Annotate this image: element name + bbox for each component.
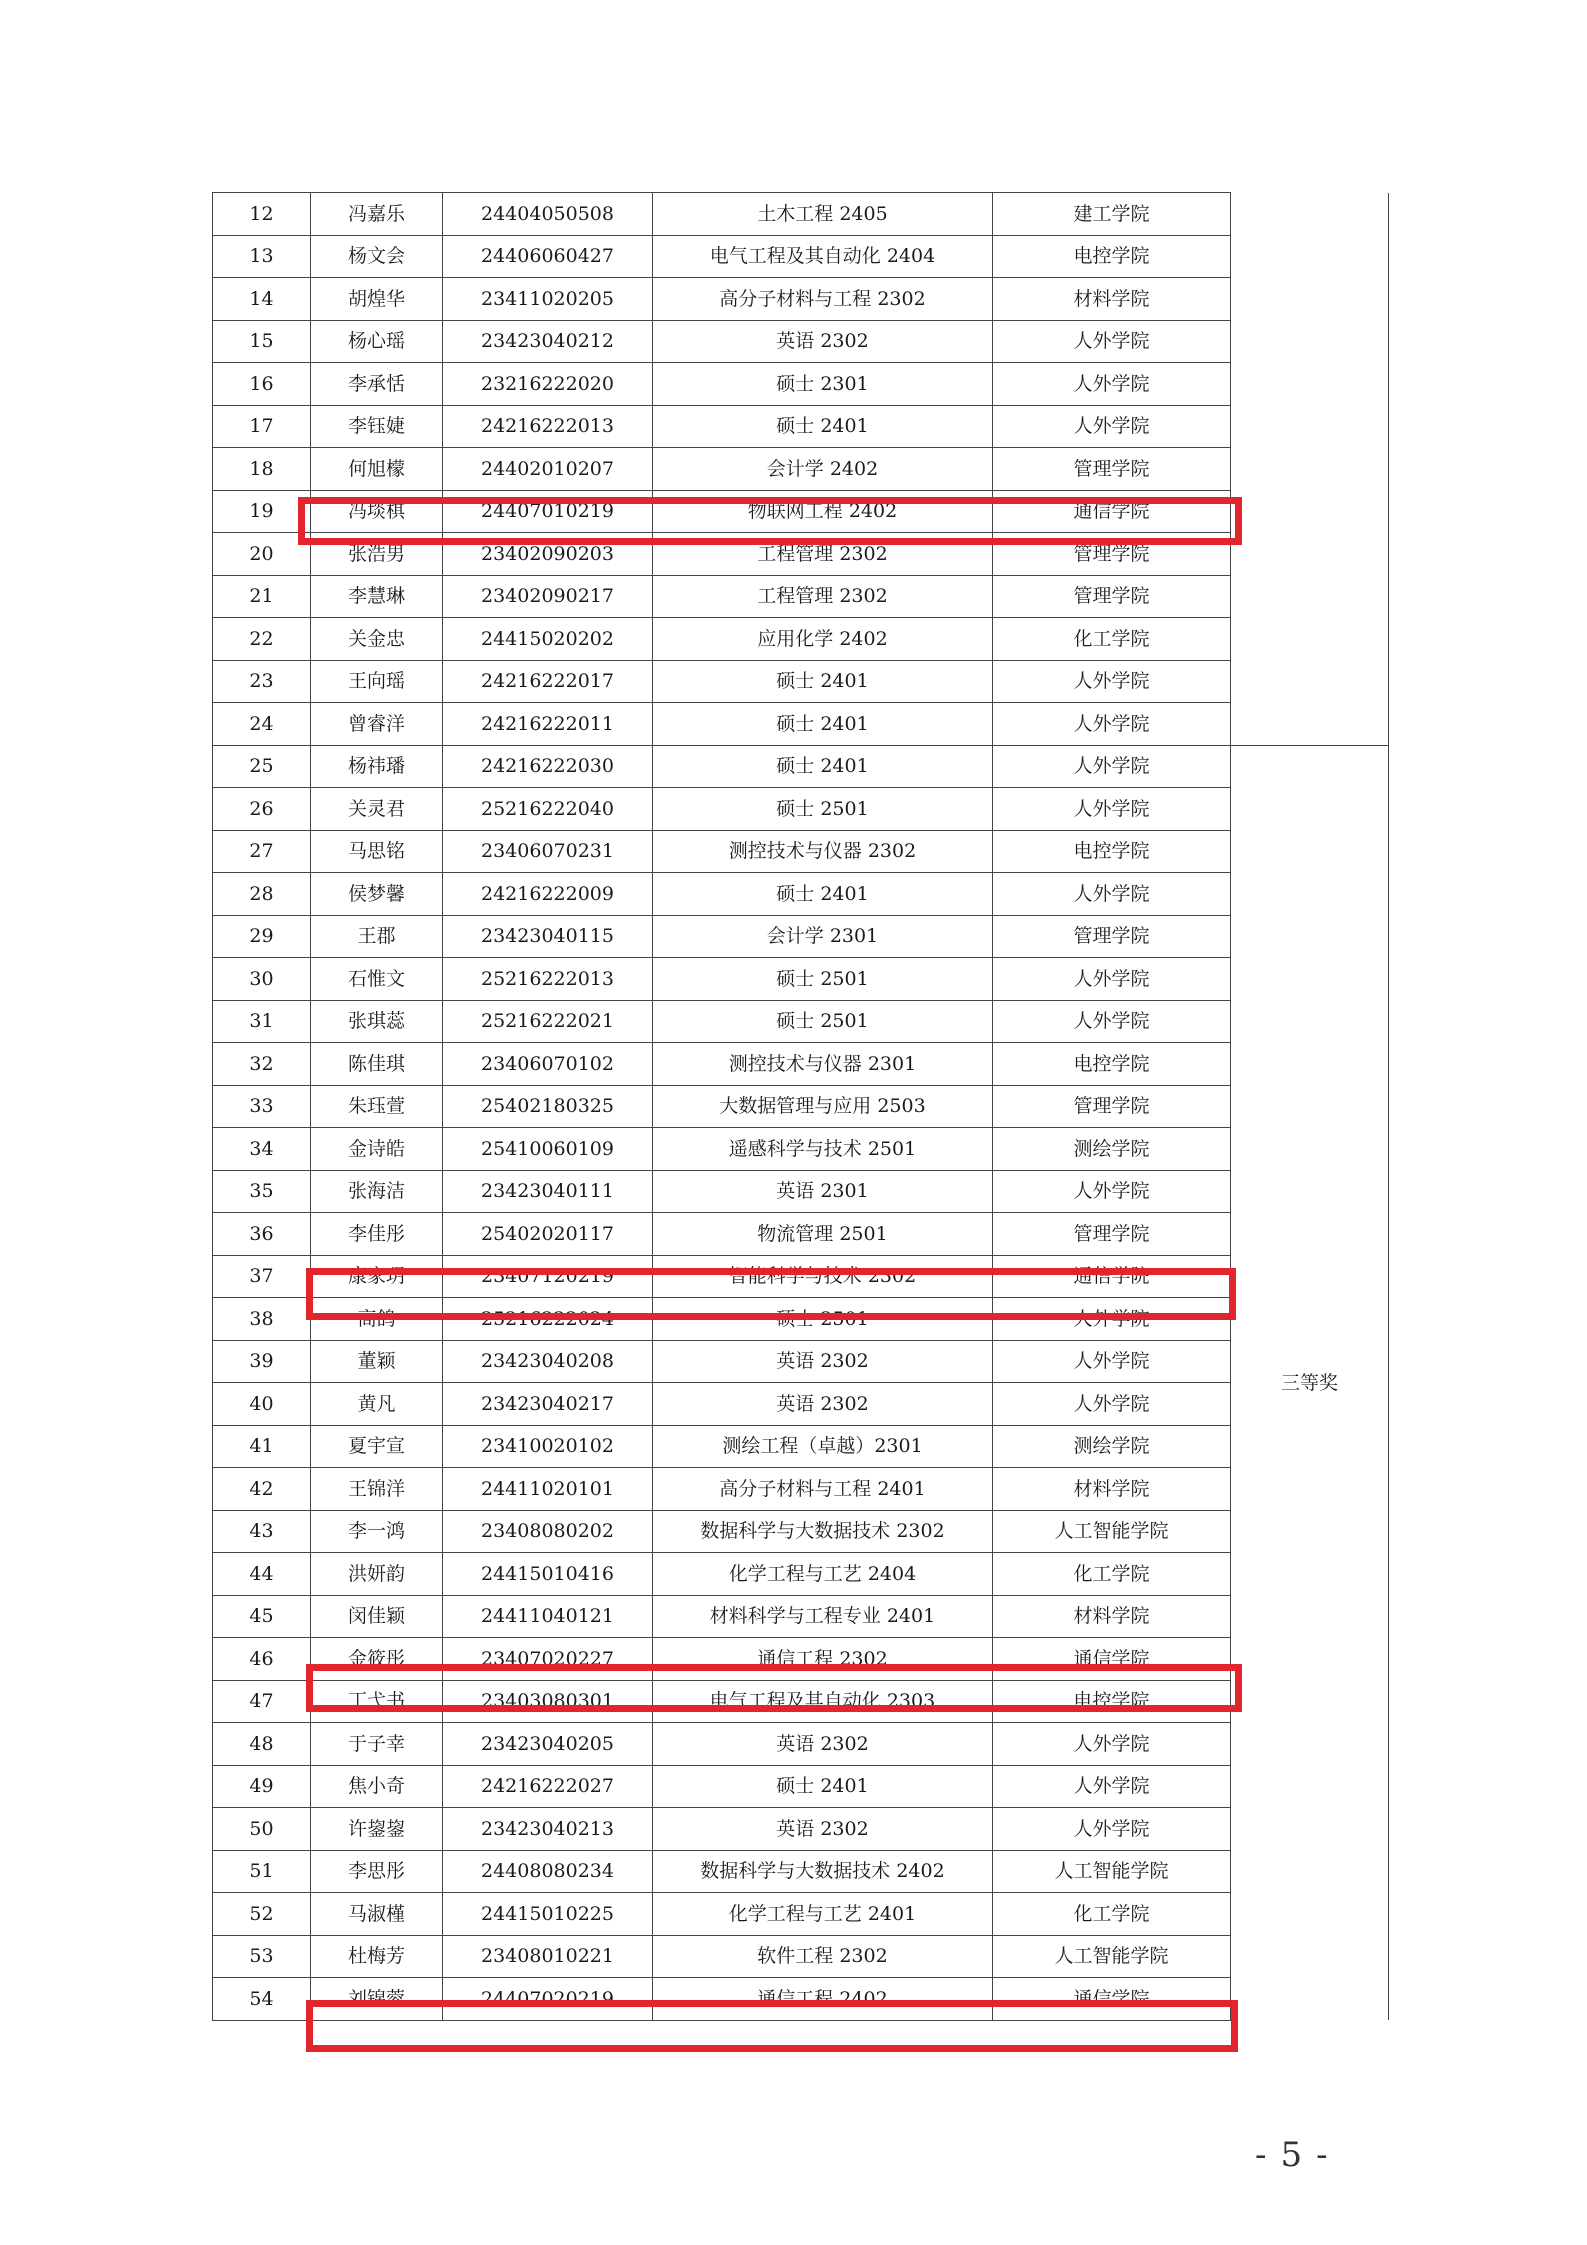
table-row — [213, 1000, 1389, 1043]
school-cell: 人外学院 — [993, 745, 1231, 788]
student-id-cell: 24216222013 — [443, 405, 653, 448]
student-id-cell: 23410020102 — [443, 1425, 653, 1468]
table-row — [213, 1553, 1389, 1596]
class-cell: 英语 2302 — [653, 320, 993, 363]
student-id-cell: 24402010207 — [443, 448, 653, 491]
student-id-cell: 23423040208 — [443, 1340, 653, 1383]
row-number-cell: 21 — [213, 575, 311, 618]
row-number-cell: 24 — [213, 703, 311, 746]
name-cell: 杨心瑶 — [311, 320, 443, 363]
student-id-cell: 23407120219 — [443, 1255, 653, 1298]
row-number-cell: 16 — [213, 363, 311, 406]
class-cell: 化学工程与工艺 2404 — [653, 1553, 993, 1596]
row-number-cell: 40 — [213, 1383, 311, 1426]
name-cell: 李慧琳 — [311, 575, 443, 618]
class-cell: 硕士 2501 — [653, 788, 993, 831]
school-cell: 管理学院 — [993, 1085, 1231, 1128]
row-number-cell: 20 — [213, 533, 311, 576]
table-row — [213, 405, 1389, 448]
row-number-cell: 48 — [213, 1723, 311, 1766]
highlight-box-row-37 — [306, 1268, 1236, 1320]
student-id-cell: 24411040121 — [443, 1595, 653, 1638]
name-cell: 焦小奇 — [311, 1765, 443, 1808]
class-cell: 硕士 2501 — [653, 1000, 993, 1043]
school-cell: 人外学院 — [993, 1000, 1231, 1043]
table-row — [213, 320, 1389, 363]
student-id-cell: 23406070102 — [443, 1043, 653, 1086]
row-number-cell: 27 — [213, 830, 311, 873]
student-id-cell: 23408010221 — [443, 1935, 653, 1978]
school-cell: 建工学院 — [993, 193, 1231, 236]
name-cell: 康家玥 — [311, 1255, 443, 1298]
table-row — [213, 1723, 1389, 1766]
table-row — [213, 235, 1389, 278]
school-cell: 管理学院 — [993, 533, 1231, 576]
student-id-cell: 23403080301 — [443, 1680, 653, 1723]
award-table — [212, 192, 1389, 2021]
table-row — [213, 618, 1389, 661]
class-cell: 通信工程 2402 — [653, 1978, 993, 2021]
class-cell: 高分子材料与工程 2302 — [653, 278, 993, 321]
row-number-cell: 38 — [213, 1298, 311, 1341]
name-cell: 石惟文 — [311, 958, 443, 1001]
student-id-cell: 25216222024 — [443, 1298, 653, 1341]
table-row — [213, 1425, 1389, 1468]
row-number-cell: 13 — [213, 235, 311, 278]
table-row — [213, 1383, 1389, 1426]
class-cell: 硕士 2401 — [653, 873, 993, 916]
table-row — [213, 1213, 1389, 1256]
row-number-cell: 45 — [213, 1595, 311, 1638]
row-number-cell: 37 — [213, 1255, 311, 1298]
table-row — [213, 1893, 1389, 1936]
award-level-cell: 三等奖 — [1231, 745, 1389, 2020]
student-id-cell: 25216222040 — [443, 788, 653, 831]
row-number-cell: 19 — [213, 490, 311, 533]
table-row — [213, 575, 1389, 618]
student-id-cell: 25402180325 — [443, 1085, 653, 1128]
class-cell: 土木工程 2405 — [653, 193, 993, 236]
table-row — [213, 745, 1389, 788]
school-cell: 电控学院 — [993, 1043, 1231, 1086]
school-cell: 材料学院 — [993, 1595, 1231, 1638]
name-cell: 杨祎璠 — [311, 745, 443, 788]
name-cell: 张海洁 — [311, 1170, 443, 1213]
student-id-cell: 24407010219 — [443, 490, 653, 533]
school-cell: 人外学院 — [993, 958, 1231, 1001]
table-row — [213, 1935, 1389, 1978]
school-cell: 人外学院 — [993, 873, 1231, 916]
name-cell: 曾睿洋 — [311, 703, 443, 746]
school-cell: 测绘学院 — [993, 1128, 1231, 1171]
table-row — [213, 915, 1389, 958]
school-cell: 人外学院 — [993, 1765, 1231, 1808]
student-id-cell: 23423040212 — [443, 320, 653, 363]
highlight-box-row-19 — [298, 497, 1242, 545]
class-cell: 硕士 2301 — [653, 363, 993, 406]
name-cell: 刘锦蓉 — [311, 1978, 443, 2021]
school-cell: 人外学院 — [993, 1298, 1231, 1341]
row-number-cell: 28 — [213, 873, 311, 916]
student-id-cell: 25216222013 — [443, 958, 653, 1001]
student-id-cell: 24216222009 — [443, 873, 653, 916]
name-cell: 马淑槿 — [311, 1893, 443, 1936]
row-number-cell: 29 — [213, 915, 311, 958]
row-number-cell: 18 — [213, 448, 311, 491]
row-number-cell: 47 — [213, 1680, 311, 1723]
student-id-cell: 23408080202 — [443, 1510, 653, 1553]
student-id-cell: 23402090203 — [443, 533, 653, 576]
name-cell: 李钰婕 — [311, 405, 443, 448]
name-cell: 张浩男 — [311, 533, 443, 576]
class-cell: 英语 2302 — [653, 1723, 993, 1766]
name-cell: 侯梦馨 — [311, 873, 443, 916]
school-cell: 人工智能学院 — [993, 1935, 1231, 1978]
school-cell: 人外学院 — [993, 788, 1231, 831]
row-number-cell: 41 — [213, 1425, 311, 1468]
school-cell: 人外学院 — [993, 1723, 1231, 1766]
class-cell: 大数据管理与应用 2503 — [653, 1085, 993, 1128]
row-number-cell: 54 — [213, 1978, 311, 2021]
class-cell: 电气工程及其自动化 2404 — [653, 235, 993, 278]
class-cell: 硕士 2401 — [653, 703, 993, 746]
table-row — [213, 1510, 1389, 1553]
school-cell: 通信学院 — [993, 1638, 1231, 1681]
student-id-cell: 24216222027 — [443, 1765, 653, 1808]
name-cell: 朱珏萱 — [311, 1085, 443, 1128]
class-cell: 智能科学与技术 2302 — [653, 1255, 993, 1298]
school-cell: 化工学院 — [993, 1893, 1231, 1936]
class-cell: 数据科学与大数据技术 2302 — [653, 1510, 993, 1553]
class-cell: 硕士 2501 — [653, 1298, 993, 1341]
class-cell: 遥感科学与技术 2501 — [653, 1128, 993, 1171]
name-cell: 李思彤 — [311, 1850, 443, 1893]
student-id-cell: 24216222030 — [443, 745, 653, 788]
school-cell: 管理学院 — [993, 575, 1231, 618]
table-row — [213, 1170, 1389, 1213]
student-id-cell: 24216222011 — [443, 703, 653, 746]
table-row — [213, 193, 1389, 236]
class-cell: 硕士 2401 — [653, 745, 993, 788]
name-cell: 李佳彤 — [311, 1213, 443, 1256]
row-number-cell: 30 — [213, 958, 311, 1001]
class-cell: 数据科学与大数据技术 2402 — [653, 1850, 993, 1893]
class-cell: 物流管理 2501 — [653, 1213, 993, 1256]
row-number-cell: 32 — [213, 1043, 311, 1086]
class-cell: 电气工程及其自动化 2303 — [653, 1680, 993, 1723]
school-cell: 电控学院 — [993, 235, 1231, 278]
name-cell: 张琪蕊 — [311, 1000, 443, 1043]
award-cell-upper — [1231, 193, 1389, 746]
student-id-cell: 24415020202 — [443, 618, 653, 661]
student-id-cell: 24415010225 — [443, 1893, 653, 1936]
name-cell: 夏宇宣 — [311, 1425, 443, 1468]
table-row — [213, 278, 1389, 321]
row-number-cell: 53 — [213, 1935, 311, 1978]
row-number-cell: 42 — [213, 1468, 311, 1511]
name-cell: 于子幸 — [311, 1723, 443, 1766]
row-number-cell: 15 — [213, 320, 311, 363]
table-row — [213, 1340, 1389, 1383]
highlight-box-row-54 — [306, 2000, 1238, 2052]
row-number-cell: 23 — [213, 660, 311, 703]
table-row — [213, 1808, 1389, 1851]
row-number-cell: 46 — [213, 1638, 311, 1681]
row-number-cell: 52 — [213, 1893, 311, 1936]
table-row — [213, 873, 1389, 916]
name-cell: 何旭檬 — [311, 448, 443, 491]
name-cell: 闵佳颖 — [311, 1595, 443, 1638]
school-cell: 化工学院 — [993, 1553, 1231, 1596]
student-id-cell: 23407020227 — [443, 1638, 653, 1681]
row-number-cell: 51 — [213, 1850, 311, 1893]
student-id-cell: 23423040213 — [443, 1808, 653, 1851]
table-row — [213, 788, 1389, 831]
name-cell: 关灵君 — [311, 788, 443, 831]
student-id-cell: 24408080234 — [443, 1850, 653, 1893]
class-cell: 英语 2301 — [653, 1170, 993, 1213]
table-row — [213, 830, 1389, 873]
class-cell: 会计学 2402 — [653, 448, 993, 491]
table-row — [213, 448, 1389, 491]
school-cell: 人工智能学院 — [993, 1850, 1231, 1893]
student-id-cell: 23411020205 — [443, 278, 653, 321]
school-cell: 管理学院 — [993, 448, 1231, 491]
highlight-box-row-46 — [306, 1664, 1242, 1712]
row-number-cell: 31 — [213, 1000, 311, 1043]
student-id-cell: 24406060427 — [443, 235, 653, 278]
class-cell: 英语 2302 — [653, 1808, 993, 1851]
row-number-cell: 35 — [213, 1170, 311, 1213]
class-cell: 硕士 2401 — [653, 1765, 993, 1808]
name-cell: 杨文会 — [311, 235, 443, 278]
row-number-cell: 17 — [213, 405, 311, 448]
student-id-cell: 23423040115 — [443, 915, 653, 958]
name-cell: 丁弋书 — [311, 1680, 443, 1723]
class-cell: 英语 2302 — [653, 1340, 993, 1383]
student-id-cell: 23423040111 — [443, 1170, 653, 1213]
name-cell: 高鸽 — [311, 1298, 443, 1341]
class-cell: 英语 2302 — [653, 1383, 993, 1426]
school-cell: 人工智能学院 — [993, 1510, 1231, 1553]
class-cell: 材料科学与工程专业 2401 — [653, 1595, 993, 1638]
school-cell: 测绘学院 — [993, 1425, 1231, 1468]
name-cell: 李一鸿 — [311, 1510, 443, 1553]
class-cell: 硕士 2501 — [653, 958, 993, 1001]
name-cell: 黄凡 — [311, 1383, 443, 1426]
row-number-cell: 12 — [213, 193, 311, 236]
table-row — [213, 1128, 1389, 1171]
name-cell: 洪妍韵 — [311, 1553, 443, 1596]
name-cell: 金筱彤 — [311, 1638, 443, 1681]
school-cell: 材料学院 — [993, 278, 1231, 321]
school-cell: 人外学院 — [993, 703, 1231, 746]
name-cell: 金诗皓 — [311, 1128, 443, 1171]
student-id-cell: 24411020101 — [443, 1468, 653, 1511]
name-cell: 冯埮棋 — [311, 490, 443, 533]
table-row — [213, 1085, 1389, 1128]
student-id-cell: 25216222021 — [443, 1000, 653, 1043]
school-cell: 人外学院 — [993, 1170, 1231, 1213]
row-number-cell: 34 — [213, 1128, 311, 1171]
name-cell: 胡煌华 — [311, 278, 443, 321]
row-number-cell: 49 — [213, 1765, 311, 1808]
class-cell: 高分子材料与工程 2401 — [653, 1468, 993, 1511]
student-id-cell: 23402090217 — [443, 575, 653, 618]
class-cell: 会计学 2301 — [653, 915, 993, 958]
name-cell: 陈佳琪 — [311, 1043, 443, 1086]
row-number-cell: 26 — [213, 788, 311, 831]
student-id-cell: 23423040205 — [443, 1723, 653, 1766]
school-cell: 材料学院 — [993, 1468, 1231, 1511]
page-number: -5- — [1255, 2135, 1342, 2175]
name-cell: 王锦洋 — [311, 1468, 443, 1511]
student-id-cell: 25402020117 — [443, 1213, 653, 1256]
school-cell: 人外学院 — [993, 405, 1231, 448]
class-cell: 硕士 2401 — [653, 660, 993, 703]
student-id-cell: 23216222020 — [443, 363, 653, 406]
school-cell: 通信学院 — [993, 1255, 1231, 1298]
school-cell: 人外学院 — [993, 660, 1231, 703]
table-row — [213, 1043, 1389, 1086]
table-row — [213, 1765, 1389, 1808]
student-id-cell: 24404050508 — [443, 193, 653, 236]
school-cell: 化工学院 — [993, 618, 1231, 661]
school-cell: 电控学院 — [993, 1680, 1231, 1723]
row-number-cell: 44 — [213, 1553, 311, 1596]
name-cell: 关金忠 — [311, 618, 443, 661]
name-cell: 董颖 — [311, 1340, 443, 1383]
student-id-cell: 25410060109 — [443, 1128, 653, 1171]
school-cell: 通信学院 — [993, 1978, 1231, 2021]
row-number-cell: 14 — [213, 278, 311, 321]
row-number-cell: 22 — [213, 618, 311, 661]
student-id-cell: 24407020219 — [443, 1978, 653, 2021]
school-cell: 人外学院 — [993, 320, 1231, 363]
table-row — [213, 703, 1389, 746]
class-cell: 测绘工程（卓越）2301 — [653, 1425, 993, 1468]
class-cell: 通信工程 2302 — [653, 1638, 993, 1681]
name-cell: 冯嘉乐 — [311, 193, 443, 236]
name-cell: 杜梅芳 — [311, 1935, 443, 1978]
row-number-cell: 25 — [213, 745, 311, 788]
table-body — [213, 193, 1389, 2021]
class-cell: 测控技术与仪器 2301 — [653, 1043, 993, 1086]
name-cell: 王向瑶 — [311, 660, 443, 703]
student-id-cell: 24415010416 — [443, 1553, 653, 1596]
name-cell: 许鋆鋆 — [311, 1808, 443, 1851]
table-row — [213, 958, 1389, 1001]
table-row — [213, 363, 1389, 406]
school-cell: 通信学院 — [993, 490, 1231, 533]
class-cell: 软件工程 2302 — [653, 1935, 993, 1978]
row-number-cell: 36 — [213, 1213, 311, 1256]
class-cell: 硕士 2401 — [653, 405, 993, 448]
table-row — [213, 1595, 1389, 1638]
class-cell: 应用化学 2402 — [653, 618, 993, 661]
class-cell: 物联网工程 2402 — [653, 490, 993, 533]
school-cell: 管理学院 — [993, 915, 1231, 958]
student-id-cell: 24216222017 — [443, 660, 653, 703]
row-number-cell: 50 — [213, 1808, 311, 1851]
name-cell: 李承恬 — [311, 363, 443, 406]
student-id-cell: 23423040217 — [443, 1383, 653, 1426]
table-row — [213, 660, 1389, 703]
class-cell: 测控技术与仪器 2302 — [653, 830, 993, 873]
name-cell: 王郡 — [311, 915, 443, 958]
row-number-cell: 33 — [213, 1085, 311, 1128]
row-number-cell: 39 — [213, 1340, 311, 1383]
class-cell: 工程管理 2302 — [653, 533, 993, 576]
school-cell: 人外学院 — [993, 1808, 1231, 1851]
school-cell: 管理学院 — [993, 1213, 1231, 1256]
class-cell: 工程管理 2302 — [653, 575, 993, 618]
school-cell: 电控学院 — [993, 830, 1231, 873]
school-cell: 人外学院 — [993, 1340, 1231, 1383]
class-cell: 化学工程与工艺 2401 — [653, 1893, 993, 1936]
student-id-cell: 23406070231 — [443, 830, 653, 873]
table-row — [213, 1850, 1389, 1893]
table-row — [213, 1468, 1389, 1511]
school-cell: 人外学院 — [993, 363, 1231, 406]
name-cell: 马思铭 — [311, 830, 443, 873]
row-number-cell: 43 — [213, 1510, 311, 1553]
school-cell: 人外学院 — [993, 1383, 1231, 1426]
